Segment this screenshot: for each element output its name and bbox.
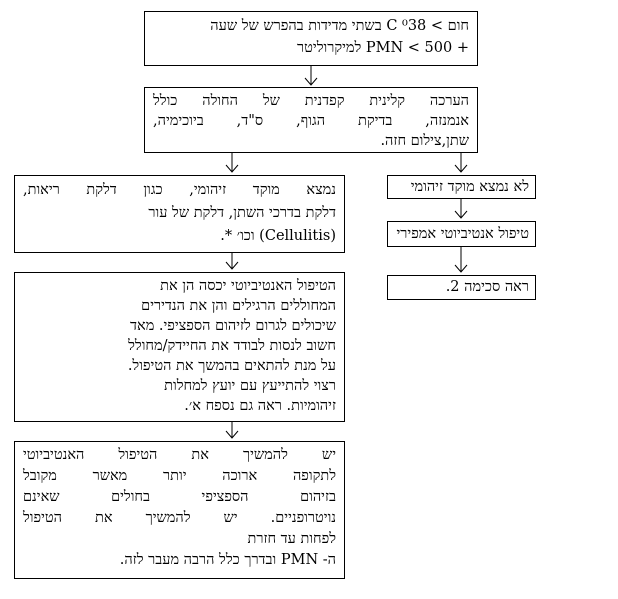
node-text-line: רצוי להתייעץ עם יועץ למחלות xyxy=(164,378,336,394)
node-text-line: ראה סכימה 2. xyxy=(445,279,529,295)
arrow-assessment-to-focus xyxy=(226,153,238,172)
node-text-line: (Cellulitis) וכו׳ *. xyxy=(220,228,336,244)
node-text-line: שתן,צילום חזה. xyxy=(380,133,469,149)
node-text-line: + PMN < 500 למיקרוליטר xyxy=(297,40,469,56)
node-no-focus-found xyxy=(387,175,536,199)
node-text-line: על מנת להתאים בהמשך את הטיפול. xyxy=(127,358,336,374)
node-text-line: נמצא מוקד זיהומי, כגון דלקת ריאות, xyxy=(23,182,336,198)
node-fever-criteria xyxy=(144,11,478,66)
node-text-line: המחוללים הרגילים והן את הנדירים xyxy=(141,298,336,314)
node-text-line: דלקת בדרכי השתן, דלקת של עור xyxy=(148,205,336,221)
node-continue-treatment xyxy=(14,441,345,579)
arrow-fever-to-assessment xyxy=(305,66,317,85)
node-text-line: ה- PMN ובדרך כלל הרבה מעבר לזה. xyxy=(119,552,336,568)
node-text-line: לתקופה ארוכה יותר מאשר מקובל xyxy=(23,468,336,484)
arrow-focus-to-coverage xyxy=(226,253,238,269)
arrow-no-focus-to-empiric xyxy=(455,199,467,218)
node-text-line: בזיהום הספציפי בחולים שאינם xyxy=(23,489,336,505)
arrow-empiric-to-chart2 xyxy=(455,247,467,272)
node-text-line: הערכה קלינית קפדנית של החולה כולל xyxy=(153,93,469,109)
node-text-line: חום > C ⁰38 בשתי מדידות בהפרש של שעה xyxy=(210,18,469,34)
node-text-line: נויטרופניים. יש להמשיך את הטיפול xyxy=(23,510,336,526)
node-text-line: טיפול אנטיביוטי אמפירי xyxy=(396,226,529,242)
node-clinical-assessment xyxy=(144,87,478,153)
node-see-chart-2 xyxy=(387,275,536,300)
node-text-line: לא נמצא מוקד זיהומי xyxy=(410,179,529,195)
arrow-assessment-to-no-focus xyxy=(455,153,467,172)
node-text-line: שיכולים לגרום לזיהום הספציפי. מאד xyxy=(130,318,336,334)
arrow-coverage-to-continue xyxy=(226,422,238,438)
node-empiric-treatment xyxy=(387,221,536,247)
node-text-line: זיהומיות. ראה גם נספח א׳. xyxy=(184,398,336,414)
node-antibiotic-coverage xyxy=(14,272,345,422)
node-text-line: יש להמשיך את הטיפול האנטיביוטי xyxy=(23,447,336,463)
node-text-line: אנמנזה, בדיקת הגוף, ס"ד, ביוכימיה, xyxy=(153,113,469,129)
node-text-line: חשוב לנסות לבודד את החיידק/מחולל xyxy=(128,338,336,354)
node-text-line: לפחות עד חזרת xyxy=(247,531,336,547)
node-focus-found xyxy=(14,175,345,253)
node-text-line: הטיפול האנטיביוטי יכסה הן את xyxy=(160,278,336,294)
